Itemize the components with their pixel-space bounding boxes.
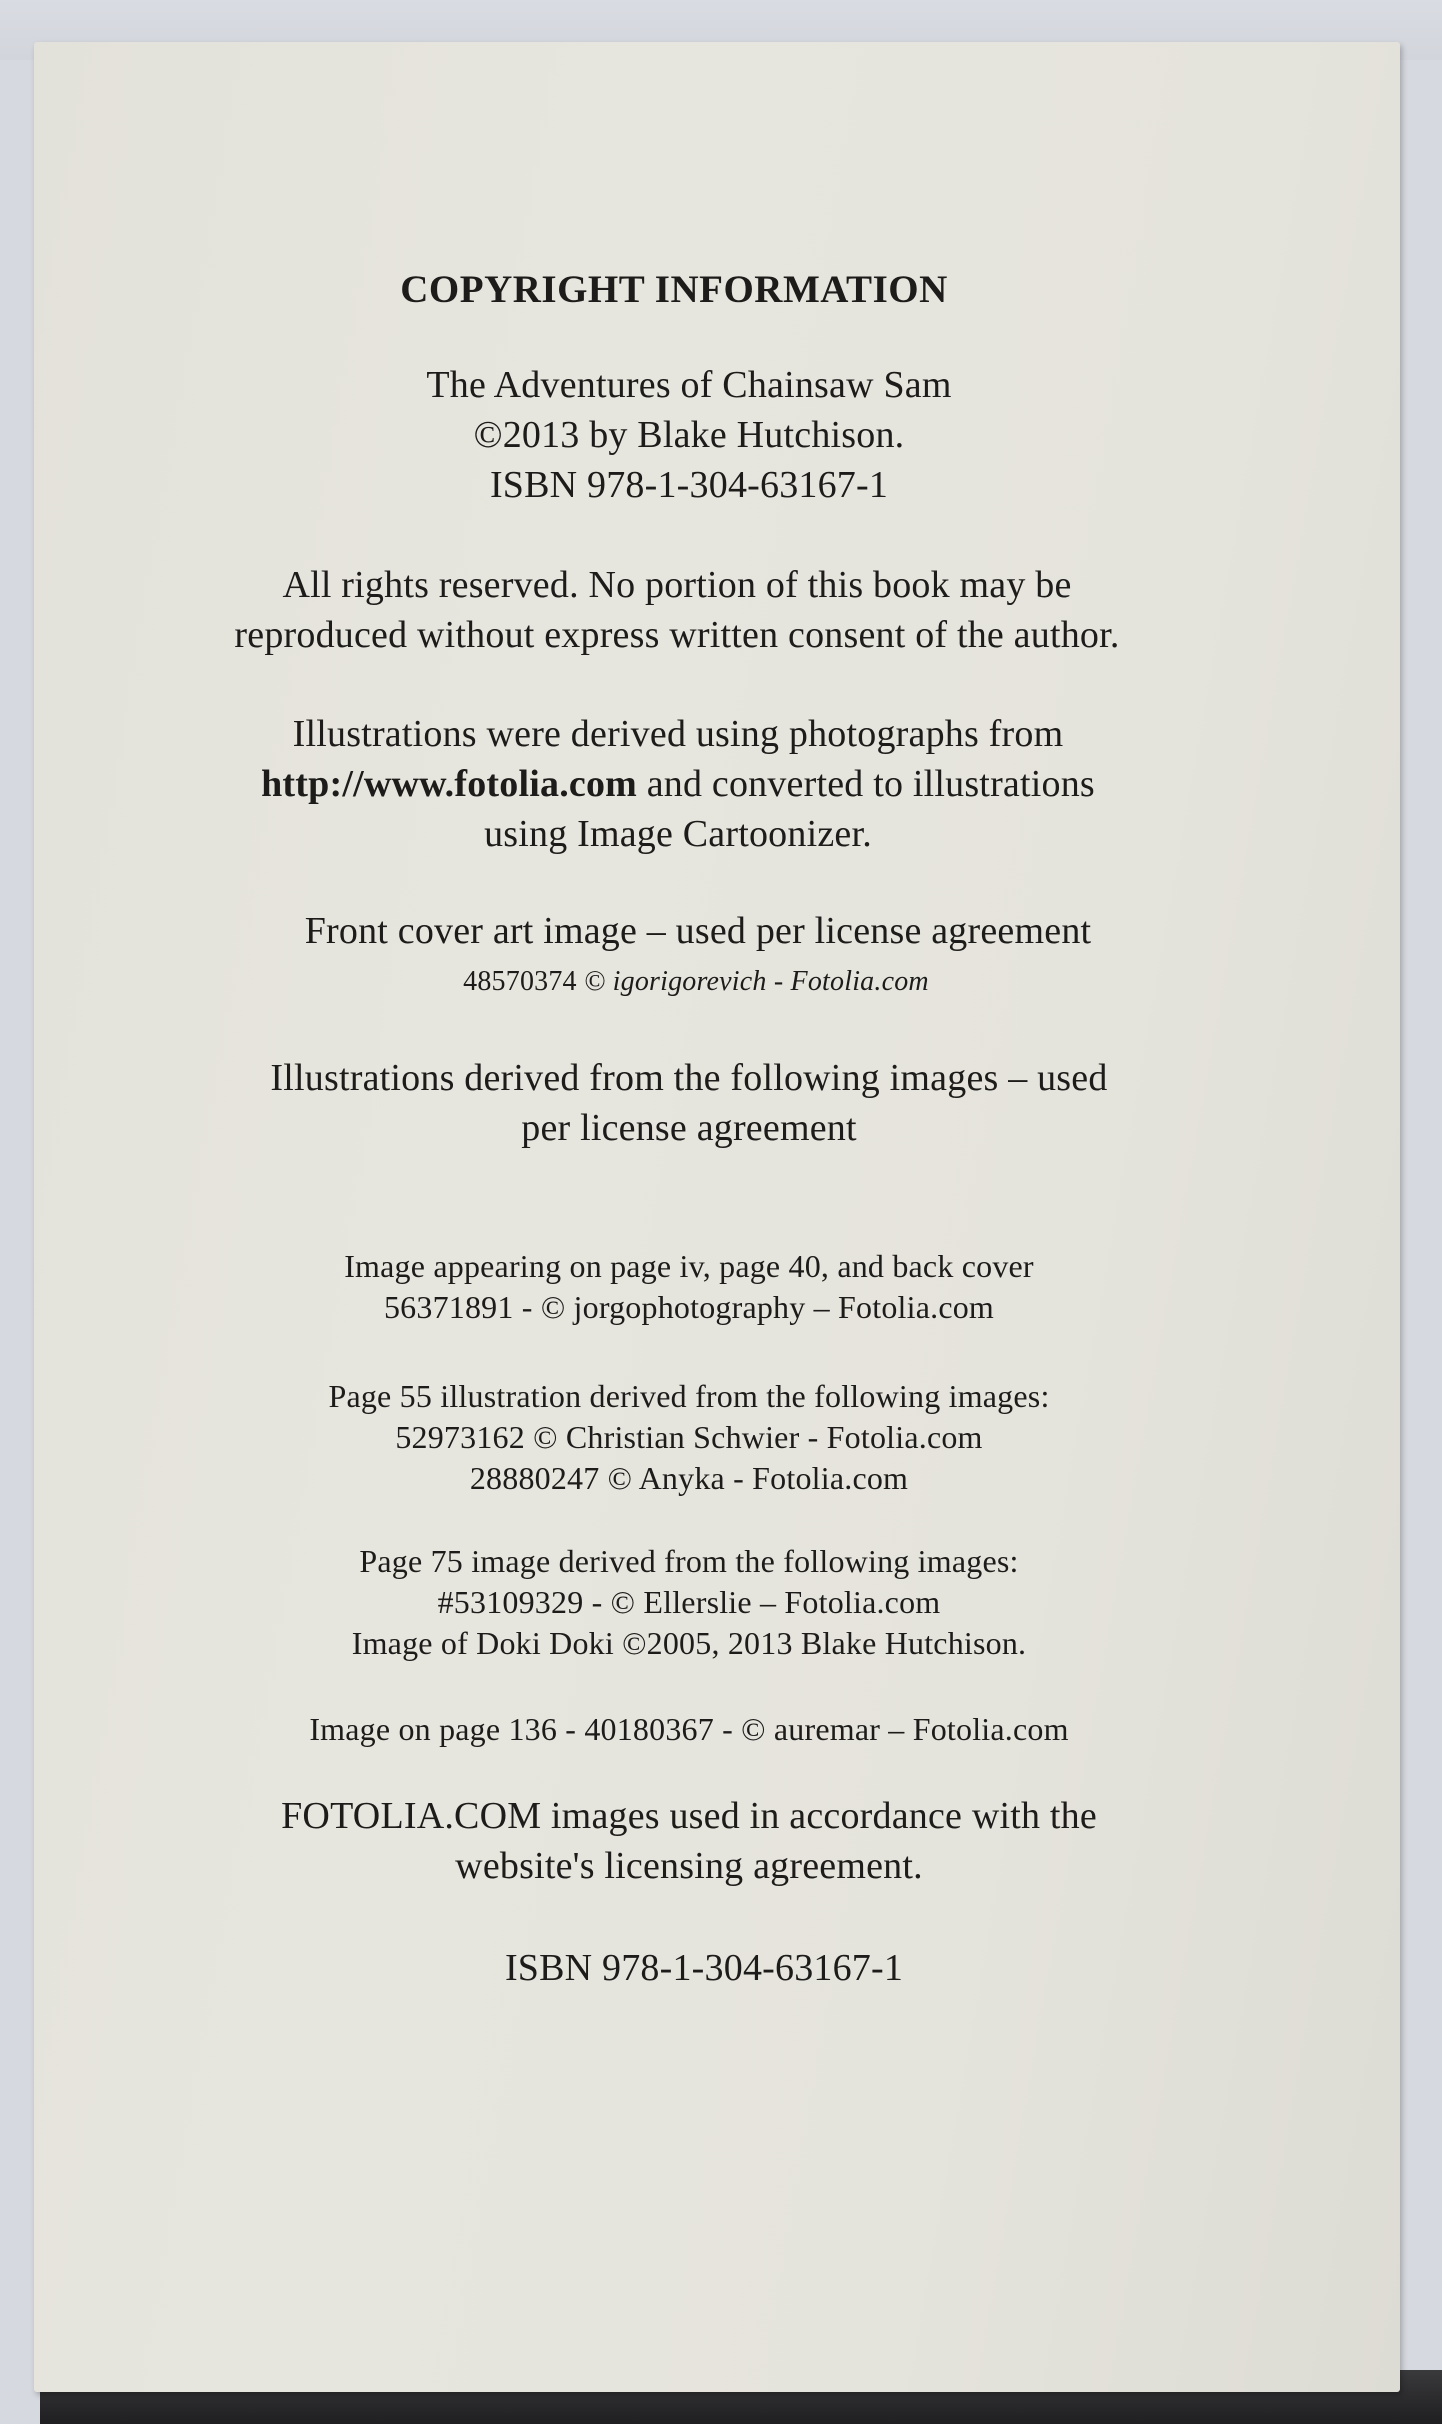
front-cover-credit bbox=[56, 964, 1336, 1000]
page-136-credit bbox=[49, 1709, 1329, 1750]
page-iv-line-1: Image appearing on page iv, page 40, and back cover bbox=[344, 1248, 1034, 1284]
fotolia-note bbox=[49, 1791, 1329, 1891]
page-75-line-2: #53109329 - © Ellerslie – Fotolia.com bbox=[437, 1584, 941, 1620]
page-iv-line-2: 56371891 - © jorgophotography – Fotolia.com bbox=[383, 1289, 995, 1325]
illustrations-line-1: Illustrations were derived using photographs from bbox=[292, 713, 1064, 755]
fotolia-link: http://www.fotolia.com bbox=[261, 763, 638, 805]
page-75-line-3: Image of Doki Doki ©2005, 2013 Blake Hutchison. bbox=[351, 1625, 1027, 1661]
page-55-line-3: 28880247 © Anyka - Fotolia.com bbox=[469, 1460, 909, 1496]
page-75-credit bbox=[49, 1541, 1329, 1664]
rights-line-2: reproduced without express written consent of the author. bbox=[234, 614, 1120, 656]
illustrations-block bbox=[38, 709, 1318, 859]
page-iv-credit bbox=[49, 1246, 1329, 1328]
footer-isbn: ISBN 978-1-304-63167-1 bbox=[504, 1947, 904, 1989]
illustrations-line-2-rest: and converted to illustrations bbox=[637, 763, 1095, 805]
page-75-line-1: Page 75 image derived from the following images: bbox=[359, 1543, 1019, 1579]
illustrations-line-2 bbox=[38, 759, 1318, 809]
copyright-line: ©2013 by Blake Hutchison. bbox=[473, 414, 905, 456]
illustrations-line-3: using Image Cartoonizer. bbox=[484, 813, 872, 855]
front-cover-line: Front cover art image – used per license agreement bbox=[304, 910, 1092, 952]
page-55-line-2: 52973162 © Christian Schwier - Fotolia.com bbox=[395, 1419, 983, 1455]
derived-block bbox=[49, 1053, 1329, 1153]
derived-line-2: per license agreement bbox=[521, 1107, 857, 1149]
book-page bbox=[34, 42, 1400, 2392]
front-cover-attribution: © igorigorevich - Fotolia.com bbox=[583, 966, 929, 997]
isbn-line: ISBN 978-1-304-63167-1 bbox=[489, 464, 889, 506]
page-136-line: Image on page 136 - 40180367 - © auremar – Fotolia.com bbox=[309, 1711, 1069, 1747]
derived-line-1: Illustrations derived from the following images – used bbox=[270, 1057, 1108, 1099]
copyright-heading: COPYRIGHT INFORMATION bbox=[400, 268, 948, 311]
rights-line-1: All rights reserved. No portion of this book may be bbox=[282, 564, 1072, 606]
page-55-credit bbox=[49, 1376, 1329, 1499]
title-block bbox=[49, 360, 1329, 510]
book-title: The Adventures of Chainsaw Sam bbox=[426, 364, 952, 406]
page-55-line-1: Page 55 illustration derived from the following images: bbox=[328, 1378, 1050, 1414]
fotolia-note-line-1: FOTOLIA.COM images used in accordance with the bbox=[281, 1795, 1097, 1837]
front-cover-id: 48570374 bbox=[463, 966, 584, 997]
rights-block bbox=[37, 560, 1317, 660]
front-cover-block bbox=[58, 906, 1338, 956]
page-content bbox=[34, 42, 1400, 2392]
fotolia-note-line-2: website's licensing agreement. bbox=[455, 1845, 923, 1887]
